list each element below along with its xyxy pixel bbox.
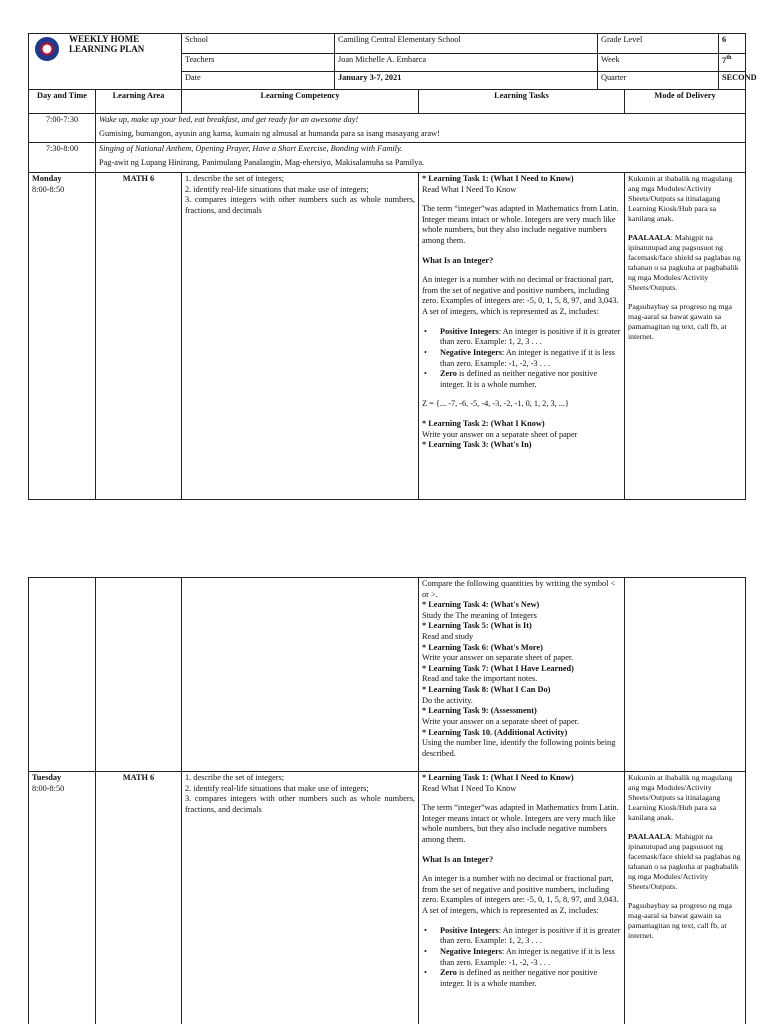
task1-title: * Learning Task 1: (What I Need to Know) <box>422 174 574 183</box>
continued-day-cell <box>29 578 96 772</box>
tuesday-task1-definition: An integer is a number with no decimal or fractional part, from the set of negative and positive numbers, including zero. Examples of integers are: -5, 0, 1, 5, 8, 97, and 3,043. <box>422 874 619 905</box>
tuesday-delivery-p3: Pagsubaybay sa progreso ng mga mag-aaral sa bawat gawain sa pamamagitan ng text, call fb, at internet. <box>628 900 732 940</box>
task6-text: Write your answer on separate sheet of paper. <box>422 653 574 663</box>
continued-area-cell <box>96 578 182 772</box>
tuesday-task1-intro: The term “integer”was adapted in Mathematics from Latin. Integer means intact or whole. Integers are very much like whole numbers, but they also include negative numbers among them. <box>422 803 619 845</box>
tuesday-tasks <box>419 772 625 1024</box>
tuesday-time: 8:00-8:50 <box>32 783 65 793</box>
monday-competency <box>182 173 419 500</box>
monday-tasks <box>419 173 625 500</box>
delivery-p3: Pagsubaybay sa progreso ng mga mag-aaral sa bawat gawain sa pamamagitan ng text, call fb, at internet. <box>628 301 732 341</box>
tuesday-delivery-p1: Kukunin at ibabalik ng magulang ang mga Modules/Activity Sheets/Outputs sa itinalagang Learning Kiosk/Hub para sa kanilang anak. <box>628 773 733 822</box>
header-logo-cell <box>29 34 182 90</box>
task1-sub: Read What I Need To Know <box>422 184 517 194</box>
col-header-delivery: Mode of Delivery <box>625 90 746 114</box>
task10-title: * Learning Task 10. (Additional Activity) <box>422 727 568 737</box>
tuesday-competency-1: 1. describe the set of integers; <box>185 773 285 782</box>
task1-definition: An integer is a number with no decimal or fractional part, from the set of negative and positive numbers, including zero. Examples of integers are: -5, 0, 1, 5, 8, 97, and 3,043. <box>422 275 619 306</box>
monday-delivery <box>625 173 746 500</box>
task1-what-is: What Is an Integer? <box>422 255 494 265</box>
task1-intro: The term “integer”was adapted in Mathematics from Latin. Integer means intact or whole. Integers are very much like whole numbers, but they also include negative numbers among them. <box>422 204 619 246</box>
school-value: Camiling Central Elementary School <box>335 34 598 54</box>
routine-row-2 <box>96 143 746 173</box>
tuesday-area: MATH 6 <box>96 772 182 1024</box>
col-header-competency: Learning Competency <box>182 90 419 114</box>
week-value: 7th <box>719 54 746 72</box>
task4-title: * Learning Task 4: (What's New) <box>422 600 540 610</box>
tuesday-zero-item: • Zero is defined as neither negative nor positive integer. It is a whole number. <box>422 968 621 989</box>
plan-title-line1: WEEKLY HOME <box>69 34 140 44</box>
grade-value: 6 <box>719 34 746 54</box>
continued-tasks <box>419 578 625 772</box>
weekly-plan-page-1 <box>28 33 757 500</box>
tuesday-competency-3: 3. compares integers with other numbers such as whole numbers, fractions, and decimals <box>185 794 415 814</box>
delivery-p1: Kukunin at ibabalik ng magulang ang mga Modules/Activity Sheets/Outputs sa itinalagang Learning Kiosk/Hub para sa kanilang anak. <box>628 174 733 223</box>
task3-title: * Learning Task 3: (What's In) <box>422 440 532 450</box>
deped-seal-icon <box>35 37 59 61</box>
date-label: Date <box>182 72 335 90</box>
positive-integers-item: • Positive Integers: An integer is positive if it is greater than zero. Example: 1, 2, 3 . . . <box>422 327 621 348</box>
week-label: Week <box>598 54 719 72</box>
date-value: January 3-7, 2021 <box>335 72 598 90</box>
negative-integers-item: • Negative Integers: An integer is negative if it is less than zero. Example: -1, -2, -3 . . . <box>422 348 621 369</box>
weekly-plan-page-2 <box>28 577 746 1024</box>
task4-text: Study the The meaning of Integers <box>422 610 537 620</box>
tuesday-negative-integers-item: • Negative Integers: An integer is negative if it is less than zero. Example: -1, -2, -3 . . . <box>422 947 621 968</box>
col-header-area: Learning Area <box>96 90 182 114</box>
tuesday-name: Tuesday <box>32 773 62 782</box>
quarter-label: Quarter <box>598 72 719 90</box>
tuesday-task1-set-intro: A set of integers, which is represented as Z, includes: <box>422 906 599 916</box>
monday-time: 8:00-8:50 <box>32 184 65 194</box>
integer-types-list <box>422 327 621 391</box>
tuesday-competency <box>182 772 419 1024</box>
task5-text: Read and study <box>422 632 474 642</box>
delivery-reminder: PAALAALA: Mahigpit na ipinatutupad ang pagsusuot ng facemask/face shield sa paglabas ng tahanan o sa pagkuha at pagbabalik ng mga Modules/Activity Sheets/Outputs. <box>628 232 741 292</box>
teachers-value: Joan Michelle A. Embarca <box>335 54 598 72</box>
continued-delivery-cell <box>625 578 746 772</box>
task2-title: * Learning Task 2: (What I Know) <box>422 418 545 428</box>
tuesday-delivery-reminder: PAALAALA: Mahigpit na ipinatutupad ang pagsusuot ng facemask/face shield sa paglabas ng tahanan o sa pagkuha at pagbabalik ng mga Modules/Activity Sheets/Outputs. <box>628 831 741 891</box>
plan-title <box>69 35 144 55</box>
task1-set-intro: A set of integers, which is represented as Z, includes: <box>422 307 599 317</box>
task7-title: * Learning Task 7: (What I Have Learned) <box>422 663 574 673</box>
task7-text: Read and take the important notes. <box>422 674 538 684</box>
task5-title: * Learning Task 5: (What is It) <box>422 621 532 631</box>
tuesday-positive-integers-item: • Positive Integers: An integer is positive if it is greater than zero. Example: 1, 2, 3 . . . <box>422 926 621 947</box>
task9-title: * Learning Task 9: (Assessment) <box>422 706 537 716</box>
tuesday-task1-title: * Learning Task 1: (What I Need to Know) <box>422 773 574 782</box>
teachers-label: Teachers <box>182 54 335 72</box>
routine-time-2: 7:30-8:00 <box>29 143 96 173</box>
quarter-value: SECOND <box>719 72 746 90</box>
task8-text: Do the activity. <box>422 695 473 705</box>
task9-text: Write your answer on a separate sheet of paper. <box>422 716 580 726</box>
tuesday-competency-2: 2. identify real-life situations that make use of integers; <box>185 783 369 793</box>
monday-area: MATH 6 <box>96 173 182 500</box>
grade-label: Grade Level <box>598 34 719 54</box>
routine-time-1: 7:00-7:30 <box>29 114 96 143</box>
routine-2-line1: Singing of National Anthem, Opening Prayer, Have a Short Exercise, Bonding with Family. <box>99 144 403 153</box>
task6-title: * Learning Task 6: (What's More) <box>422 642 543 652</box>
set-z: Z = {... -7, -6, -5, -4, -3, -2, -1, 0, 1, 2, 3, ...} <box>422 399 569 409</box>
task3-text: Compare the following quantities by writing the symbol < or >. <box>422 579 616 599</box>
tuesday-day-cell <box>29 772 96 1024</box>
tuesday-task1-sub: Read What I Need To Know <box>422 783 517 793</box>
task2-text: Write your answer on a separate sheet of paper <box>422 429 578 439</box>
col-header-tasks: Learning Tasks <box>419 90 625 114</box>
task10-text: Using the number line, identify the following points being described. <box>422 738 616 758</box>
tuesday-integer-types-list <box>422 926 621 990</box>
competency-2: 2. identify real-life situations that make use of integers; <box>185 184 369 194</box>
tuesday-delivery <box>625 772 746 1024</box>
routine-2-line2: Pag-awit ng Lupang Hinirang, Panimulang Panalangin, Mag-ehersiyo, Makisalamuha sa Pamilya. <box>99 157 425 167</box>
task8-title: * Learning Task 8: (What I Can Do) <box>422 685 551 695</box>
monday-name: Monday <box>32 174 62 183</box>
monday-day-cell <box>29 173 96 500</box>
competency-3: 3. compares integers with other numbers such as whole numbers, fractions, and decimals <box>185 195 415 215</box>
routine-1-line2: Gumising, bumangon, ayusin ang kama, kumain ng almusal at humanda para sa isang masayang araw! <box>99 128 440 138</box>
zero-item: • Zero is defined as neither negative nor positive integer. It is a whole number. <box>422 369 621 390</box>
school-label: School <box>182 34 335 54</box>
tuesday-task1-what-is: What Is an Integer? <box>422 854 494 864</box>
routine-1-line1: Wake up, make up your bed, eat breakfast, and get ready for an awesome day! <box>99 115 359 124</box>
plan-title-line2: LEARNING PLAN <box>69 43 145 54</box>
routine-row-1 <box>96 114 746 143</box>
col-header-day-time: Day and Time <box>29 90 96 114</box>
continued-competency-cell <box>182 578 419 772</box>
competency-1: 1. describe the set of integers; <box>185 174 285 183</box>
